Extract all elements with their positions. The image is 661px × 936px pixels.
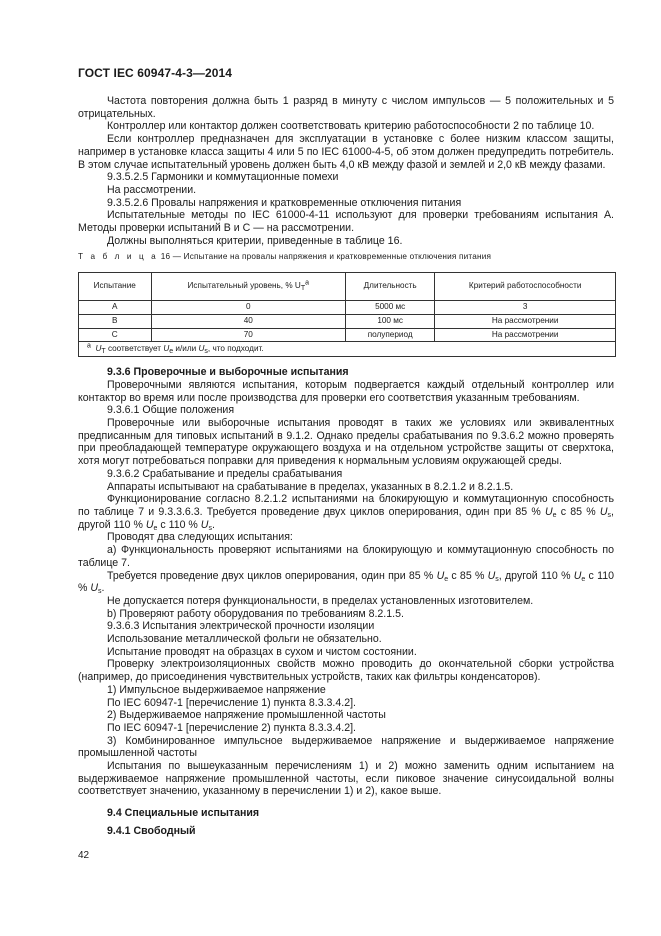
paragraph: Контроллер или контактор должен соответствовать критерию работоспособности 2 по таблице 10. xyxy=(107,120,595,133)
section-heading: 9.4 Специальные испытания xyxy=(107,807,260,820)
paragraph: По IEC 60947-1 [перечисление 1) пункта 8.3.3.4.2]. xyxy=(107,696,356,709)
paragraph: Не допускается потеря функциональности, в пределах установленных изготовителем. xyxy=(107,594,534,607)
cell-level: 0 xyxy=(151,301,346,315)
list-item: 1) Импульсное выдерживаемое напряжение xyxy=(107,683,326,696)
paragraph: Испытания по вышеуказанным перечислениям 1) и 2) можно заменить одним испытанием на выдерживаемое напряжение промышленной частоты, если пиковое значение синусоидальной волны соответствует значению, указанному в перечислении 1) и 2), какое выше. xyxy=(78,760,614,798)
paragraph: Должны выполняться критерии, приведенные в таблице 16. xyxy=(107,234,403,247)
subsection-heading: 9.3.6.1 Общие положения xyxy=(107,404,235,417)
cell-duration: полупериод xyxy=(346,328,435,342)
paragraph: Испытательные методы по IEC 61000-4-11 используют для проверки требованиям испытания А. Методы проверки испытаний В и С — на рассмотрении. xyxy=(78,209,614,235)
paragraph: Проверочные или выборочные испытания проводят в таких же условиях или эквивалентных предписанным для типовых испытаний в 9.1.2. Однако пределы срабатывания по 9.3.6.2 можно проверять при преобладающей температуре окружающего воздуха и на отдельном устройстве защиты от сверхтока, хотя могут потребоваться поправки для приведения к нормальным условиям окружающей среды. xyxy=(78,417,614,468)
col-header-duration: Длительность xyxy=(346,273,435,301)
table-row xyxy=(79,328,616,342)
col-header-criterion: Критерий работоспособности xyxy=(435,273,616,301)
cell-test: С xyxy=(79,328,152,342)
cell-criterion: 3 xyxy=(435,301,616,315)
section-heading: 9.3.6 Проверочные и выборочные испытания xyxy=(107,366,349,379)
cell-test: В xyxy=(79,314,152,328)
test-table xyxy=(78,272,616,357)
page-number: 42 xyxy=(78,850,90,861)
paragraph: Использование металлической фольги не обязательно. xyxy=(107,633,382,646)
paragraph: По IEC 60947-1 [перечисление 2) пункта 8.3.3.4.2]. xyxy=(107,721,356,734)
table-row xyxy=(79,314,616,328)
subsection-heading: 9.3.5.2.5 Гармоники и коммутационные помехи xyxy=(107,171,339,184)
paragraph: Проводят два следующих испытания: xyxy=(107,531,293,544)
cell-level: 70 xyxy=(151,328,346,342)
table-header-row xyxy=(79,273,616,301)
paragraph: Если контроллер предназначен для эксплуатации в установке с более низким классом защиты, например в установке класса защиты 4 или 5 по IEC 61000-4-5, об этом должен предупредить потребитель. В этом случае испытательный уровень должен быть 4,0 кВ между фазой и землей и 2,0 кВ между фазами. xyxy=(78,133,614,171)
col-header-test: Испытание xyxy=(79,273,152,301)
table-row xyxy=(79,301,616,315)
paragraph: На рассмотрении. xyxy=(107,183,197,196)
paragraph: Испытание проводят на образцах в сухом и чистом состоянии. xyxy=(107,645,417,658)
list-item: 3) Комбинированное импульсное выдерживаемое напряжение и выдерживаемое напряжение промышленной частоты xyxy=(78,734,614,760)
cell-criterion: На рассмотрении xyxy=(435,328,616,342)
paragraph: Аппараты испытывают на срабатывание в пределах, указанных в 8.2.1.2 и 8.2.1.5. xyxy=(107,480,514,493)
subsection-heading: 9.3.5.2.6 Провалы напряжения и кратковременные отключения питания xyxy=(107,196,462,209)
cell-criterion: На рассмотрении xyxy=(435,314,616,328)
table-footnote-row xyxy=(79,342,616,357)
document-header: ГОСТ IEC 60947-4-3—2014 xyxy=(78,66,233,80)
subsection-heading: 9.3.6.2 Срабатывание и пределы срабатывания xyxy=(107,467,343,480)
page-body xyxy=(78,95,614,838)
cell-duration: 100 мс xyxy=(346,314,435,328)
paragraph: Проверку электроизоляционных свойств можно проводить до окончательной сборки устройства (например, до присоединения чувствительных устройств, таких как фильтры конденсаторов). xyxy=(78,658,614,684)
paragraph: Функционирование согласно 8.2.1.2 испытаниями на блокирующую и коммутационную способность по таблице 7 и 9.3.3.6.3. Требуется проведение двух циклов оперирования, один при 85 % $U_e$ с 85 % $U_s$, другой 110 % $U_e$ с 110 % $U_s$. xyxy=(78,493,614,532)
cell-duration: 5000 мс xyxy=(346,301,435,315)
list-item: а) Функциональность проверяют испытаниями на блокирующую и коммутационную способность по таблице 7. xyxy=(78,544,614,569)
table-caption: Т а б л и ц а 16 — Испытание на провалы напряжения и кратковременные отключения питания xyxy=(78,252,492,262)
cell-test: А xyxy=(79,301,152,315)
table-footnote: $^a$ $U_T$ соответствует $U_e$ и/или $U_s$, что подходит. xyxy=(79,342,616,357)
paragraph: Проверочными являются испытания, которым подвергается каждый отдельный контроллер или контактор во время или после производства для проверки его соответствия указанным требованиям. xyxy=(78,378,614,404)
paragraph: Требуется проведение двух циклов оперирования, один при 85 % $U_e$ с 85 % $U_s$, другой 110 % $U_e$ с 110 % $U_s$. xyxy=(78,569,614,596)
paragraph: Частота повторения должна быть 1 разряд в минуту с числом импульсов — 5 положительных и 5 отрицательных. xyxy=(78,95,614,120)
subsection-heading: 9.4.1 Свободный xyxy=(107,824,196,837)
list-item: 2) Выдерживаемое напряжение промышленной частоты xyxy=(107,709,386,722)
subsection-heading: 9.3.6.3 Испытания электрической прочности изоляции xyxy=(107,620,375,633)
col-header-level: Испытательный уровень, % $U_T^a$ xyxy=(151,273,346,301)
cell-level: 40 xyxy=(151,314,346,328)
list-item: b) Проверяют работу оборудования по требованиям 8.2.1.5. xyxy=(107,607,404,620)
